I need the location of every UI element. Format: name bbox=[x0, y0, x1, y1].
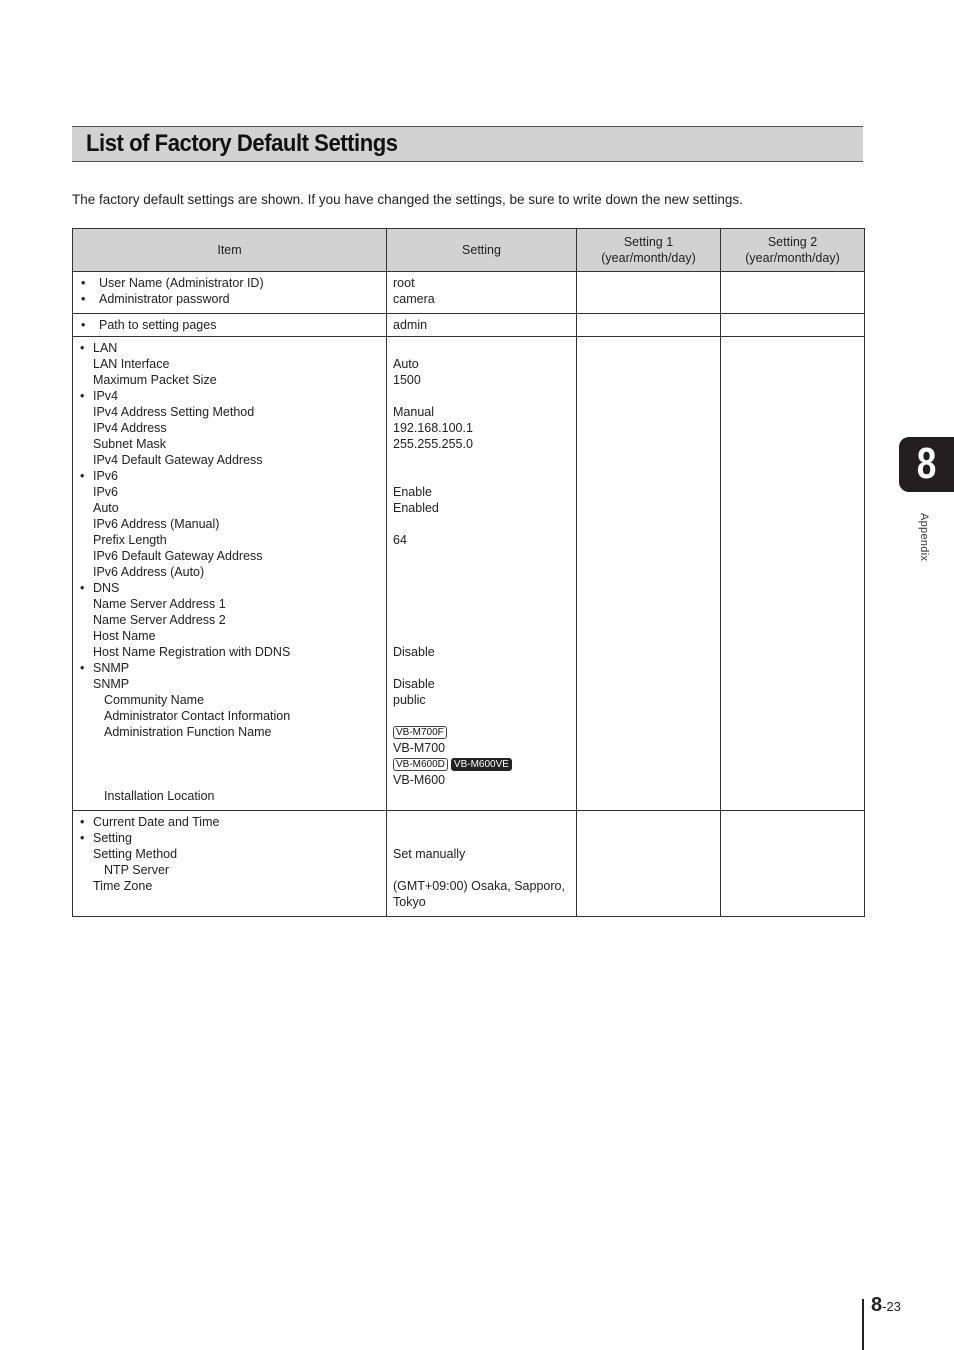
list-item: LAN Interface bbox=[93, 357, 170, 371]
page-number bbox=[871, 1294, 901, 1317]
item-cell bbox=[73, 272, 387, 314]
page-index: -23 bbox=[882, 1299, 901, 1314]
list-item: Time Zone bbox=[93, 879, 153, 893]
title-bar bbox=[72, 126, 863, 162]
list-item: Administration Function Name bbox=[104, 725, 272, 739]
list-item: Administrator Contact Information bbox=[104, 709, 291, 723]
setting-value: public bbox=[393, 693, 426, 707]
list-item: Auto bbox=[93, 501, 119, 515]
list-item: Subnet Mask bbox=[93, 437, 166, 451]
model-tag-vb-m700f: VB-M700F bbox=[393, 726, 447, 739]
header-setting-2: Setting 2 (year/month/day) bbox=[721, 229, 865, 272]
list-item: • Current Date and Time bbox=[80, 815, 220, 829]
list-item: Name Server Address 2 bbox=[93, 613, 226, 627]
setting-value: VB-M700 bbox=[393, 741, 446, 755]
list-item: NTP Server bbox=[104, 863, 170, 877]
list-item: • SNMP bbox=[80, 661, 130, 675]
table-row bbox=[73, 314, 865, 337]
page-chapter: 8 bbox=[871, 1294, 883, 1316]
list-item: • IPv4 bbox=[80, 389, 119, 403]
list-item: Prefix Length bbox=[93, 533, 167, 547]
page-title: List of Factory Default Settings bbox=[86, 130, 398, 157]
page-number-rule bbox=[862, 1299, 864, 1350]
chapter-number: 8 bbox=[916, 439, 937, 488]
chapter-label: Appendix bbox=[918, 513, 930, 562]
setting-value: Manual bbox=[393, 405, 434, 419]
setting-2-cell bbox=[721, 272, 865, 314]
list-item: Setting Method bbox=[93, 847, 178, 861]
header-setting: Setting bbox=[387, 229, 577, 272]
setting-2-cell bbox=[721, 314, 865, 337]
setting-1-cell bbox=[577, 272, 721, 314]
table-row bbox=[73, 811, 865, 917]
item-cell bbox=[73, 314, 387, 337]
setting-value: Set manually bbox=[393, 847, 466, 861]
setting-value: root bbox=[393, 276, 415, 290]
list-item: Community Name bbox=[104, 693, 205, 707]
table-row bbox=[73, 272, 865, 314]
list-item: SNMP bbox=[93, 677, 130, 691]
chapter-tab bbox=[899, 437, 954, 492]
list-item: Host Name Registration with DDNS bbox=[93, 645, 291, 659]
setting-1-cell bbox=[577, 337, 721, 811]
table-header-row bbox=[73, 229, 865, 272]
list-item: IPv4 Default Gateway Address bbox=[93, 453, 263, 467]
setting-2-cell bbox=[721, 811, 865, 917]
setting-cell bbox=[387, 337, 577, 811]
setting-value: admin bbox=[393, 318, 428, 332]
setting-value: 64 bbox=[393, 533, 407, 547]
setting-value: Enabled bbox=[393, 501, 439, 515]
table-row bbox=[73, 337, 865, 811]
list-item: • LAN bbox=[80, 341, 118, 355]
setting-cell bbox=[387, 314, 577, 337]
setting-value: 192.168.100.1 bbox=[393, 421, 473, 435]
setting-value: 1500 bbox=[393, 373, 421, 387]
model-tag-vb-m600ve: VB-M600VE bbox=[451, 758, 512, 771]
setting-cell bbox=[387, 272, 577, 314]
list-item: IPv6 Address (Manual) bbox=[93, 517, 220, 531]
header-setting-1: Setting 1 (year/month/day) bbox=[577, 229, 721, 272]
setting-value: (GMT+09:00) Osaka, Sapporo, bbox=[393, 879, 565, 893]
list-item: IPv6 bbox=[93, 485, 119, 499]
list-item: • Administrator password bbox=[81, 292, 230, 306]
list-item: • User Name (Administrator ID) bbox=[81, 276, 264, 290]
setting-value: VB-M600 bbox=[393, 773, 446, 787]
setting-value: Disable bbox=[393, 677, 435, 691]
item-cell bbox=[73, 337, 387, 811]
list-item: Host Name bbox=[93, 629, 156, 643]
setting-1-cell bbox=[577, 314, 721, 337]
setting-1-cell bbox=[577, 811, 721, 917]
list-item: • Setting bbox=[80, 831, 132, 845]
list-item: IPv6 Address (Auto) bbox=[93, 565, 205, 579]
item-cell bbox=[73, 811, 387, 917]
list-item: • IPv6 bbox=[80, 469, 119, 483]
setting-value: Disable bbox=[393, 645, 435, 659]
setting-value: 255.255.255.0 bbox=[393, 437, 473, 451]
header-item: Item bbox=[73, 229, 387, 272]
model-tag-vb-m600d: VB-M600D bbox=[393, 758, 448, 771]
setting-value: Auto bbox=[393, 357, 419, 371]
list-item: • Path to setting pages bbox=[81, 318, 217, 332]
list-item: IPv4 Address Setting Method bbox=[93, 405, 255, 419]
list-item: • DNS bbox=[80, 581, 120, 595]
list-item: Installation Location bbox=[104, 789, 215, 803]
setting-value: Enable bbox=[393, 485, 432, 499]
list-item: IPv6 Default Gateway Address bbox=[93, 549, 263, 563]
settings-table bbox=[72, 228, 865, 917]
setting-value: camera bbox=[393, 292, 435, 306]
list-item: IPv4 Address bbox=[93, 421, 167, 435]
setting-2-cell bbox=[721, 337, 865, 811]
setting-value: Tokyo bbox=[393, 895, 426, 909]
list-item: Name Server Address 1 bbox=[93, 597, 226, 611]
list-item: Maximum Packet Size bbox=[93, 373, 217, 387]
setting-cell bbox=[387, 811, 577, 917]
intro-text: The factory default settings are shown. If you have changed the settings, be sure to write down the new settings. bbox=[72, 192, 743, 207]
